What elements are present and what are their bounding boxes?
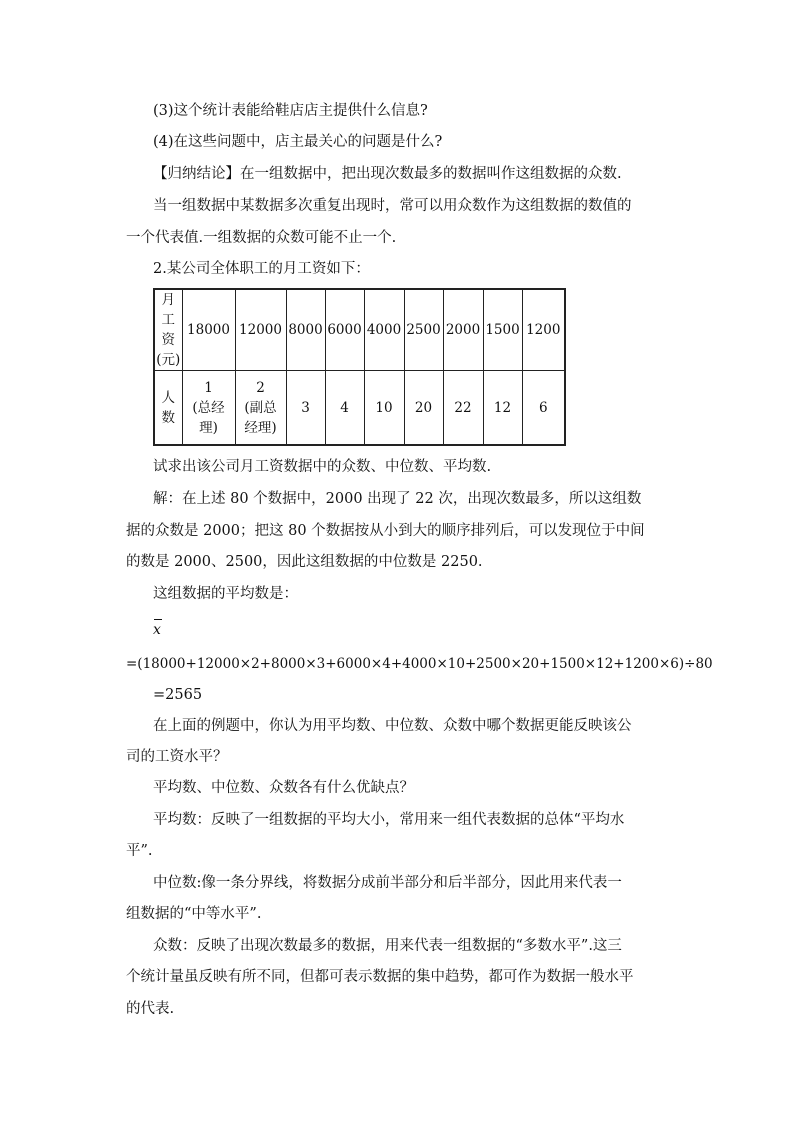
question-4: (4)在这些问题中，店主最关心的问题是什么?	[153, 134, 443, 150]
count-note: 经理)	[244, 419, 277, 436]
count-cell	[235, 371, 286, 446]
count-cell: 22	[443, 371, 483, 446]
mean-variable: x	[153, 622, 161, 638]
median-desc-line-1: 中位数:像一条分界线，将数据分成前半部分和后半部分，因此用来代表一	[153, 875, 622, 891]
question-b: 平均数、中位数、众数各有什么优缺点？	[153, 780, 414, 796]
overline-mark	[154, 619, 162, 620]
count-cell: 20	[404, 371, 443, 446]
task-line: 试求出该公司月工资数据中的众数、中位数、平均数.	[153, 459, 492, 475]
problem-2-heading: 2.某公司全体职工的月工资如下：	[153, 261, 370, 277]
wage-header-char: 工	[161, 312, 175, 328]
solution-line-1: 解：在上述 80 个数据中，2000 出现了 22 次，出现次数最多，所以这组数	[153, 491, 642, 507]
wage-cell: 2500	[404, 289, 443, 371]
wage-header-char: 月	[161, 292, 175, 308]
solution-line-3: 的数是 2000、2500，因此这组数据的中位数是 2250.	[126, 554, 483, 570]
wage-cell: 18000	[182, 289, 235, 371]
mean-intro: 这组数据的平均数是：	[153, 586, 298, 602]
mean-desc-line-1: 平均数：反映了一组数据的平均大小，常用来一组代表数据的总体“平均水	[153, 812, 625, 828]
wage-header-char: 资	[161, 332, 175, 348]
note-line-1: 当一组数据中某数据多次重复出现时，常可以用众数作为这组数据的数值的	[153, 198, 632, 214]
question-a-line-2: 司的工资水平？	[126, 749, 228, 765]
count-note: 理)	[199, 419, 218, 436]
count-value: 2	[256, 379, 265, 396]
wage-cell: 1500	[483, 289, 522, 371]
count-cell: 4	[325, 371, 364, 446]
count-cell: 12	[483, 371, 522, 446]
mean-desc-line-2: 平”.	[126, 843, 153, 859]
wage-cell: 12000	[235, 289, 286, 371]
count-header-cell: 人数	[154, 371, 182, 446]
mean-symbol	[152, 617, 164, 641]
solution-line-2: 据的众数是 2000；把这 80 个数据按从小到大的顺序排列后，可以发现位于中间	[126, 523, 645, 539]
count-cell: 6	[522, 371, 565, 446]
wage-cell: 4000	[364, 289, 404, 371]
mode-desc-line-2: 个统计量虽反映有所不同，但都可表示数据的集中趋势，都可作为数据一般水平	[126, 969, 634, 985]
count-cell: 3	[286, 371, 325, 446]
question-a-line-1: 在上面的例题中，你认为用平均数、中位数、众数中哪个数据更能反映该公	[153, 718, 632, 734]
conclusion-line: 【归纳结论】在一组数据中，把出现次数最多的数据叫作这组数据的众数.	[153, 166, 622, 182]
count-note: (副总	[244, 399, 277, 416]
wage-cell: 2000	[443, 289, 483, 371]
wage-cell: 6000	[325, 289, 364, 371]
median-desc-line-2: 组数据的“中等水平”.	[126, 906, 262, 922]
wage-cell: 1200	[522, 289, 565, 371]
wage-row	[154, 289, 565, 371]
count-value: 1	[204, 379, 213, 396]
mean-result: =2565	[153, 687, 203, 703]
wage-header-cell	[154, 289, 182, 371]
wage-table	[153, 288, 566, 446]
count-row	[154, 371, 565, 446]
question-3: (3)这个统计表能给鞋店店主提供什么信息?	[153, 103, 428, 119]
note-line-2: 一个代表值.一组数据的众数可能不止一个.	[126, 230, 397, 246]
wage-cell: 8000	[286, 289, 325, 371]
count-note: (总经	[192, 399, 225, 416]
count-cell	[182, 371, 235, 446]
mode-desc-line-3: 的代表.	[126, 1001, 175, 1017]
mean-formula: =(18000+12000×2+8000×3+6000×4+4000×10+2500×20+1500×12+1200×6)÷80	[126, 656, 713, 672]
wage-header-unit: (元)	[156, 352, 181, 368]
mode-desc-line-1: 众数：反映了出现次数最多的数据，用来代表一组数据的“多数水平”.这三	[153, 938, 622, 954]
count-cell: 10	[364, 371, 404, 446]
